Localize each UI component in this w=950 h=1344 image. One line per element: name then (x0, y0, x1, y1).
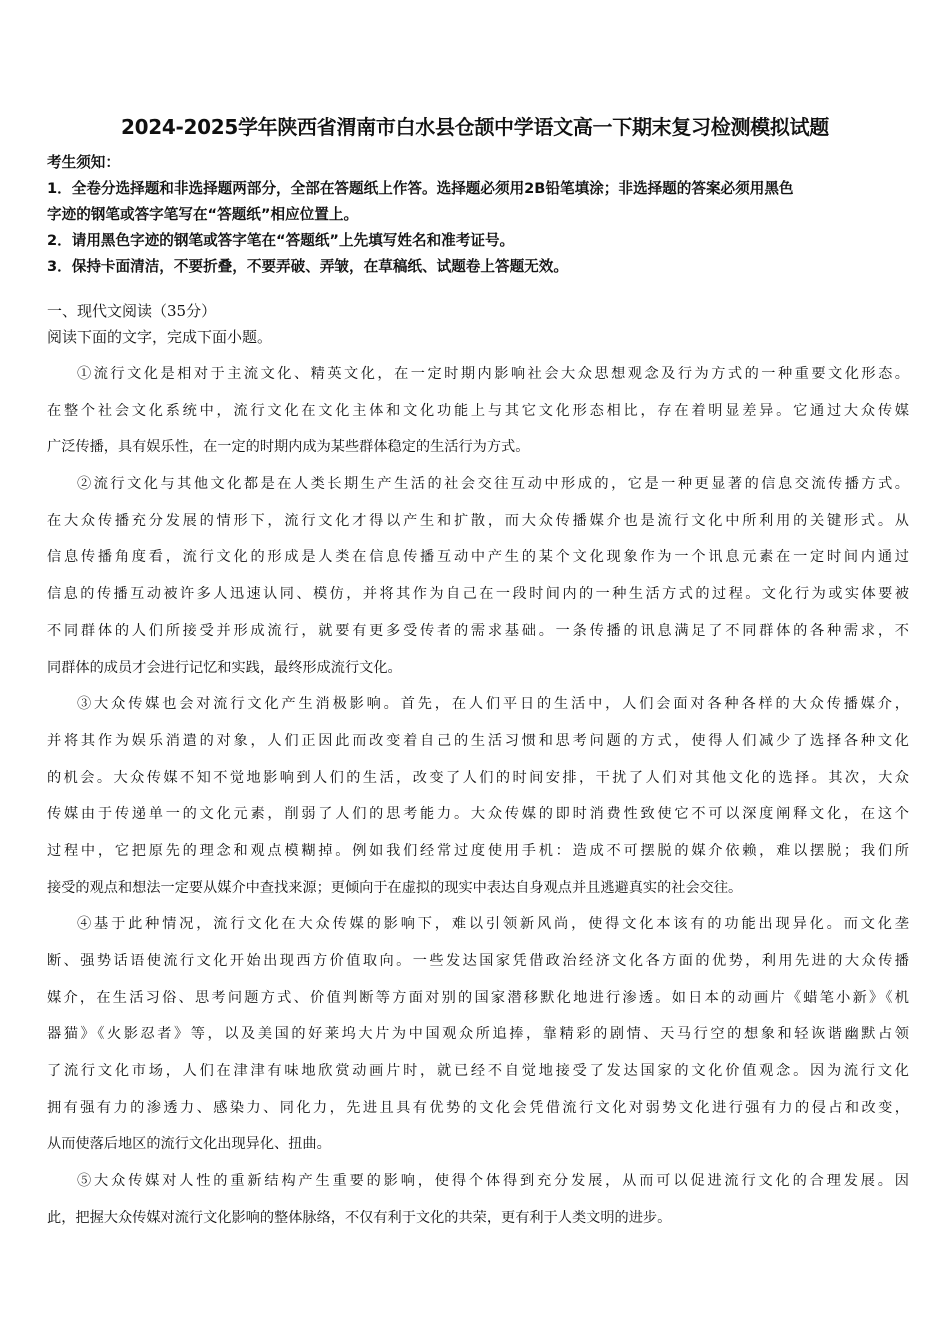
section-instruction: 阅读下面的文字，完成下面小题。 (47, 328, 273, 346)
passage-line: 的机会。大众传媒不知不觉地影响到人们的生活，改变了人们的时间安排，干扰了人们对其他文化的选择。其次，大众 (47, 769, 909, 786)
passage-line: 并将其作为娱乐消遣的对象，人们正因此而改变着自己的生活习惯和思考问题的方式，使得人们减少了选择各种文化 (47, 732, 909, 749)
passage-line: 器猫》《火影忍者》等，以及美国的好莱坞大片为中国观众所追捧，靠精彩的剧情、天马行空的想象和轻诙谐幽默占领 (47, 1026, 909, 1043)
notice-heading: 考生须知： (47, 154, 120, 171)
section-header (47, 298, 907, 350)
passage-line: 同群体的成员才会进行记忆和实践，最终形成流行文化。 (47, 659, 402, 676)
passage-line: 拥有强有力的渗透力、感染力、同化力，先进且具有优势的文化会凭借流行文化对弱势文化进行强有力的侵占和改变， (47, 1099, 909, 1116)
passage-line: 在整个社会文化系统中，流行文化在文化主体和文化功能上与其它文化形态相比，存在着明显差异。它通过大众传媒 (47, 402, 909, 419)
notice-line: 1．全卷分选择题和非选择题两部分，全部在答题纸上作答。选择题必须用2B铅笔填涂；非选择题的答案必须用黑色 (47, 180, 794, 197)
passage-line: 传媒由于传递单一的文化元素，削弱了人们的思考能力。大众传媒的即时消费性致使它不可以深度阐释文化，在这个 (47, 806, 909, 823)
reading-passage (47, 356, 909, 1237)
passage-line: 在大众传播充分发展的情形下，流行文化才得以产生和扩散，而大众传播媒介也是流行文化中所利用的关键形式。从 (47, 512, 909, 529)
passage-line: 接受的观点和想法一定要从媒介中查找来源；更倾向于在虚拟的现实中表达自身观点并且逃避真实的社会交往。 (47, 879, 743, 896)
notice-line: 3．保持卡面清洁，不要折叠，不要弄破、弄皱，在草稿纸、试题卷上答题无效。 (47, 258, 568, 275)
passage-line: 不同群体的人们所接受并形成流行，就要有更多受传者的需求基础。一条传播的讯息满足了不同群体的各种需求，不 (47, 622, 909, 639)
passage-line: 过程中，它把原先的理念和观点模糊掉。例如我们经常过度使用手机：造成不可摆脱的媒介依赖，难以摆脱；我们所 (47, 842, 909, 859)
passage-line: 信息传播角度看，流行文化的形成是人类在信息传播互动中产生的某个文化现象作为一个讯息元素在一定时间内通过 (47, 549, 909, 566)
passage-line: ⑤大众传媒对人性的重新结构产生重要的影响，使得个体得到充分发展，从而可以促进流行文化的合理发展。因 (77, 1173, 909, 1190)
passage-line: 从而使落后地区的流行文化出现异化、扭曲。 (47, 1136, 331, 1153)
passage-line: ①流行文化是相对于主流文化、精英文化，在一定时期内影响社会大众思想观念及行为方式的一种重要文化形态。 (77, 366, 909, 382)
section-heading: 一、现代文阅读（35分） (47, 302, 217, 320)
passage-line: 媒介，在生活习俗、思考问题方式、价值判断等方面对别的国家潜移默化地进行渗透。如日本的动画片《蜡笔小新》《机 (47, 989, 909, 1006)
passage-line: ②流行文化与其他文化都是在人类长期生产生活的社会交往互动中形成的，它是一种更显著的信息交流传播方式。 (77, 476, 909, 493)
passage-line: 了流行文化市场，人们在津津有味地欣赏动画片时，就已经不自觉地接受了发达国家的文化价值观念。因为流行文化 (47, 1063, 909, 1080)
passage-line: 断、强势话语使流行文化开始出现西方价值取向。一些发达国家凭借政治经济文化各方面的优势，利用先进的大众传播 (47, 953, 909, 969)
page-title: 2024-2025学年陕西省渭南市白水县仓颉中学语文高一下期末复习检测模拟试题 (121, 115, 829, 139)
passage-line: ④基于此种情况，流行文化在大众传媒的影响下，难以引领新风尚，使得文化本该有的功能出现异化。而文化垄 (77, 916, 909, 933)
passage-line: 信息的传播互动被许多人迅速认同、模仿，并将其作为自己在一段时间内的一种生活方式的过程。文化行为或实体要被 (47, 586, 909, 603)
passage-line: 此，把握大众传媒对流行文化影响的整体脉络，不仅有利于文化的共荣，更有利于人类文明的进步。 (47, 1209, 672, 1226)
candidate-notice (47, 150, 907, 280)
passage-line: 广泛传播，具有娱乐性，在一定的时期内成为某些群体稳定的生活行为方式。 (47, 439, 530, 456)
passage-line: ③大众传媒也会对流行文化产生消极影响。首先，在人们平日的生活中，人们会面对各种各样的大众传播媒介， (77, 696, 909, 713)
notice-line: 2．请用黑色字迹的钢笔或答字笔在“答题纸”上先填写姓名和准考证号。 (47, 232, 515, 249)
notice-line: 字迹的钢笔或答字笔写在“答题纸”相应位置上。 (47, 206, 359, 223)
